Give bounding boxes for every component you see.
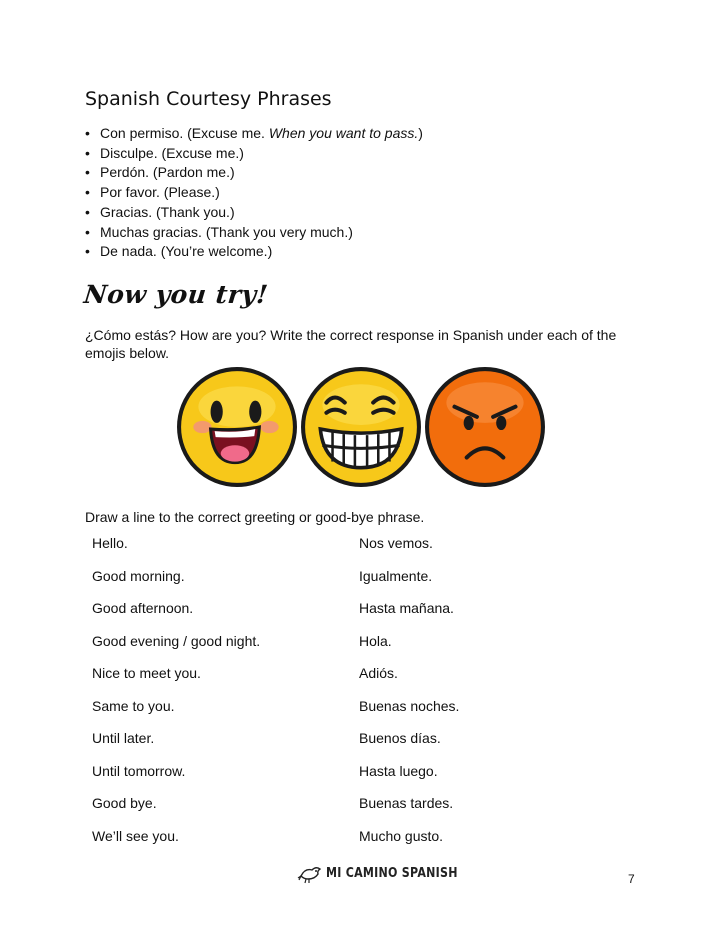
bullet: • [85,144,90,161]
section-title: Spanish Courtesy Phrases [85,88,332,110]
list-item: Hasta luego. [359,762,438,779]
emoji-row [176,366,548,488]
angry-face-icon [424,366,546,488]
page-number: 7 [628,872,635,886]
happy-face-icon [176,366,298,488]
list-item: Until later. [92,730,155,746]
list-item: Good afternoon. [92,600,194,616]
list-item: Mucho gusto. [359,827,444,844]
list-item: • Disculpe. (Excuse me.) [85,144,423,164]
list-item: Nice to meet you. [92,665,201,681]
logo-text: MI CAMINO SPANISH [326,865,458,881]
english-phrase-column [92,534,260,859]
courtesy-phrase-list [85,124,423,262]
list-item: We’ll see you. [92,827,179,844]
list-item: Good bye. [92,795,157,811]
brand-logo [297,862,481,884]
now-you-try-heading: Now you try! [82,280,270,309]
list-item: Buenos días. [359,730,441,746]
list-item: • Con permiso. (Excuse me. When you want to pass.) [85,124,423,144]
list-item: • Por favor. (Please.) [85,183,423,203]
bullet: • [85,184,90,201]
list-item: Good evening / good night. [92,632,261,649]
list-item: Hello. [92,535,128,551]
list-item: • Perdón. (Pardon me.) [85,163,423,183]
list-item: Until tomorrow. [92,762,186,779]
list-item: Nos vemos. [359,535,433,551]
list-item: • Gracias. (Thank you.) [85,203,423,223]
list-item: Same to you. [92,697,175,714]
bullet: • [85,223,90,240]
bullet: • [85,164,90,181]
list-item: Adiós. [359,665,398,681]
list-item: Hasta mañana. [359,600,454,616]
list-item: Buenas noches. [359,697,460,714]
bird-icon [297,862,323,884]
list-item: Buenas tardes. [359,795,454,811]
list-item: Igualmente. [359,567,433,584]
list-item: • Muchas gracias. (Thank you very much.) [85,223,423,243]
spanish-phrase-column [359,534,459,859]
grinning-face-icon [300,366,422,488]
bullet: • [85,243,90,260]
bullet: • [85,125,90,141]
bullet: • [85,203,90,220]
list-item: Hola. [359,632,392,649]
match-instruction: Draw a line to the correct greeting or good-bye phrase. [85,509,425,525]
list-item: • De nada. (You’re welcome.) [85,242,423,262]
list-item: Good morning. [92,567,185,584]
emoji-instruction: ¿Cómo estás? How are you? Write the correct response in Spanish under each of the emojis below. [85,327,617,361]
